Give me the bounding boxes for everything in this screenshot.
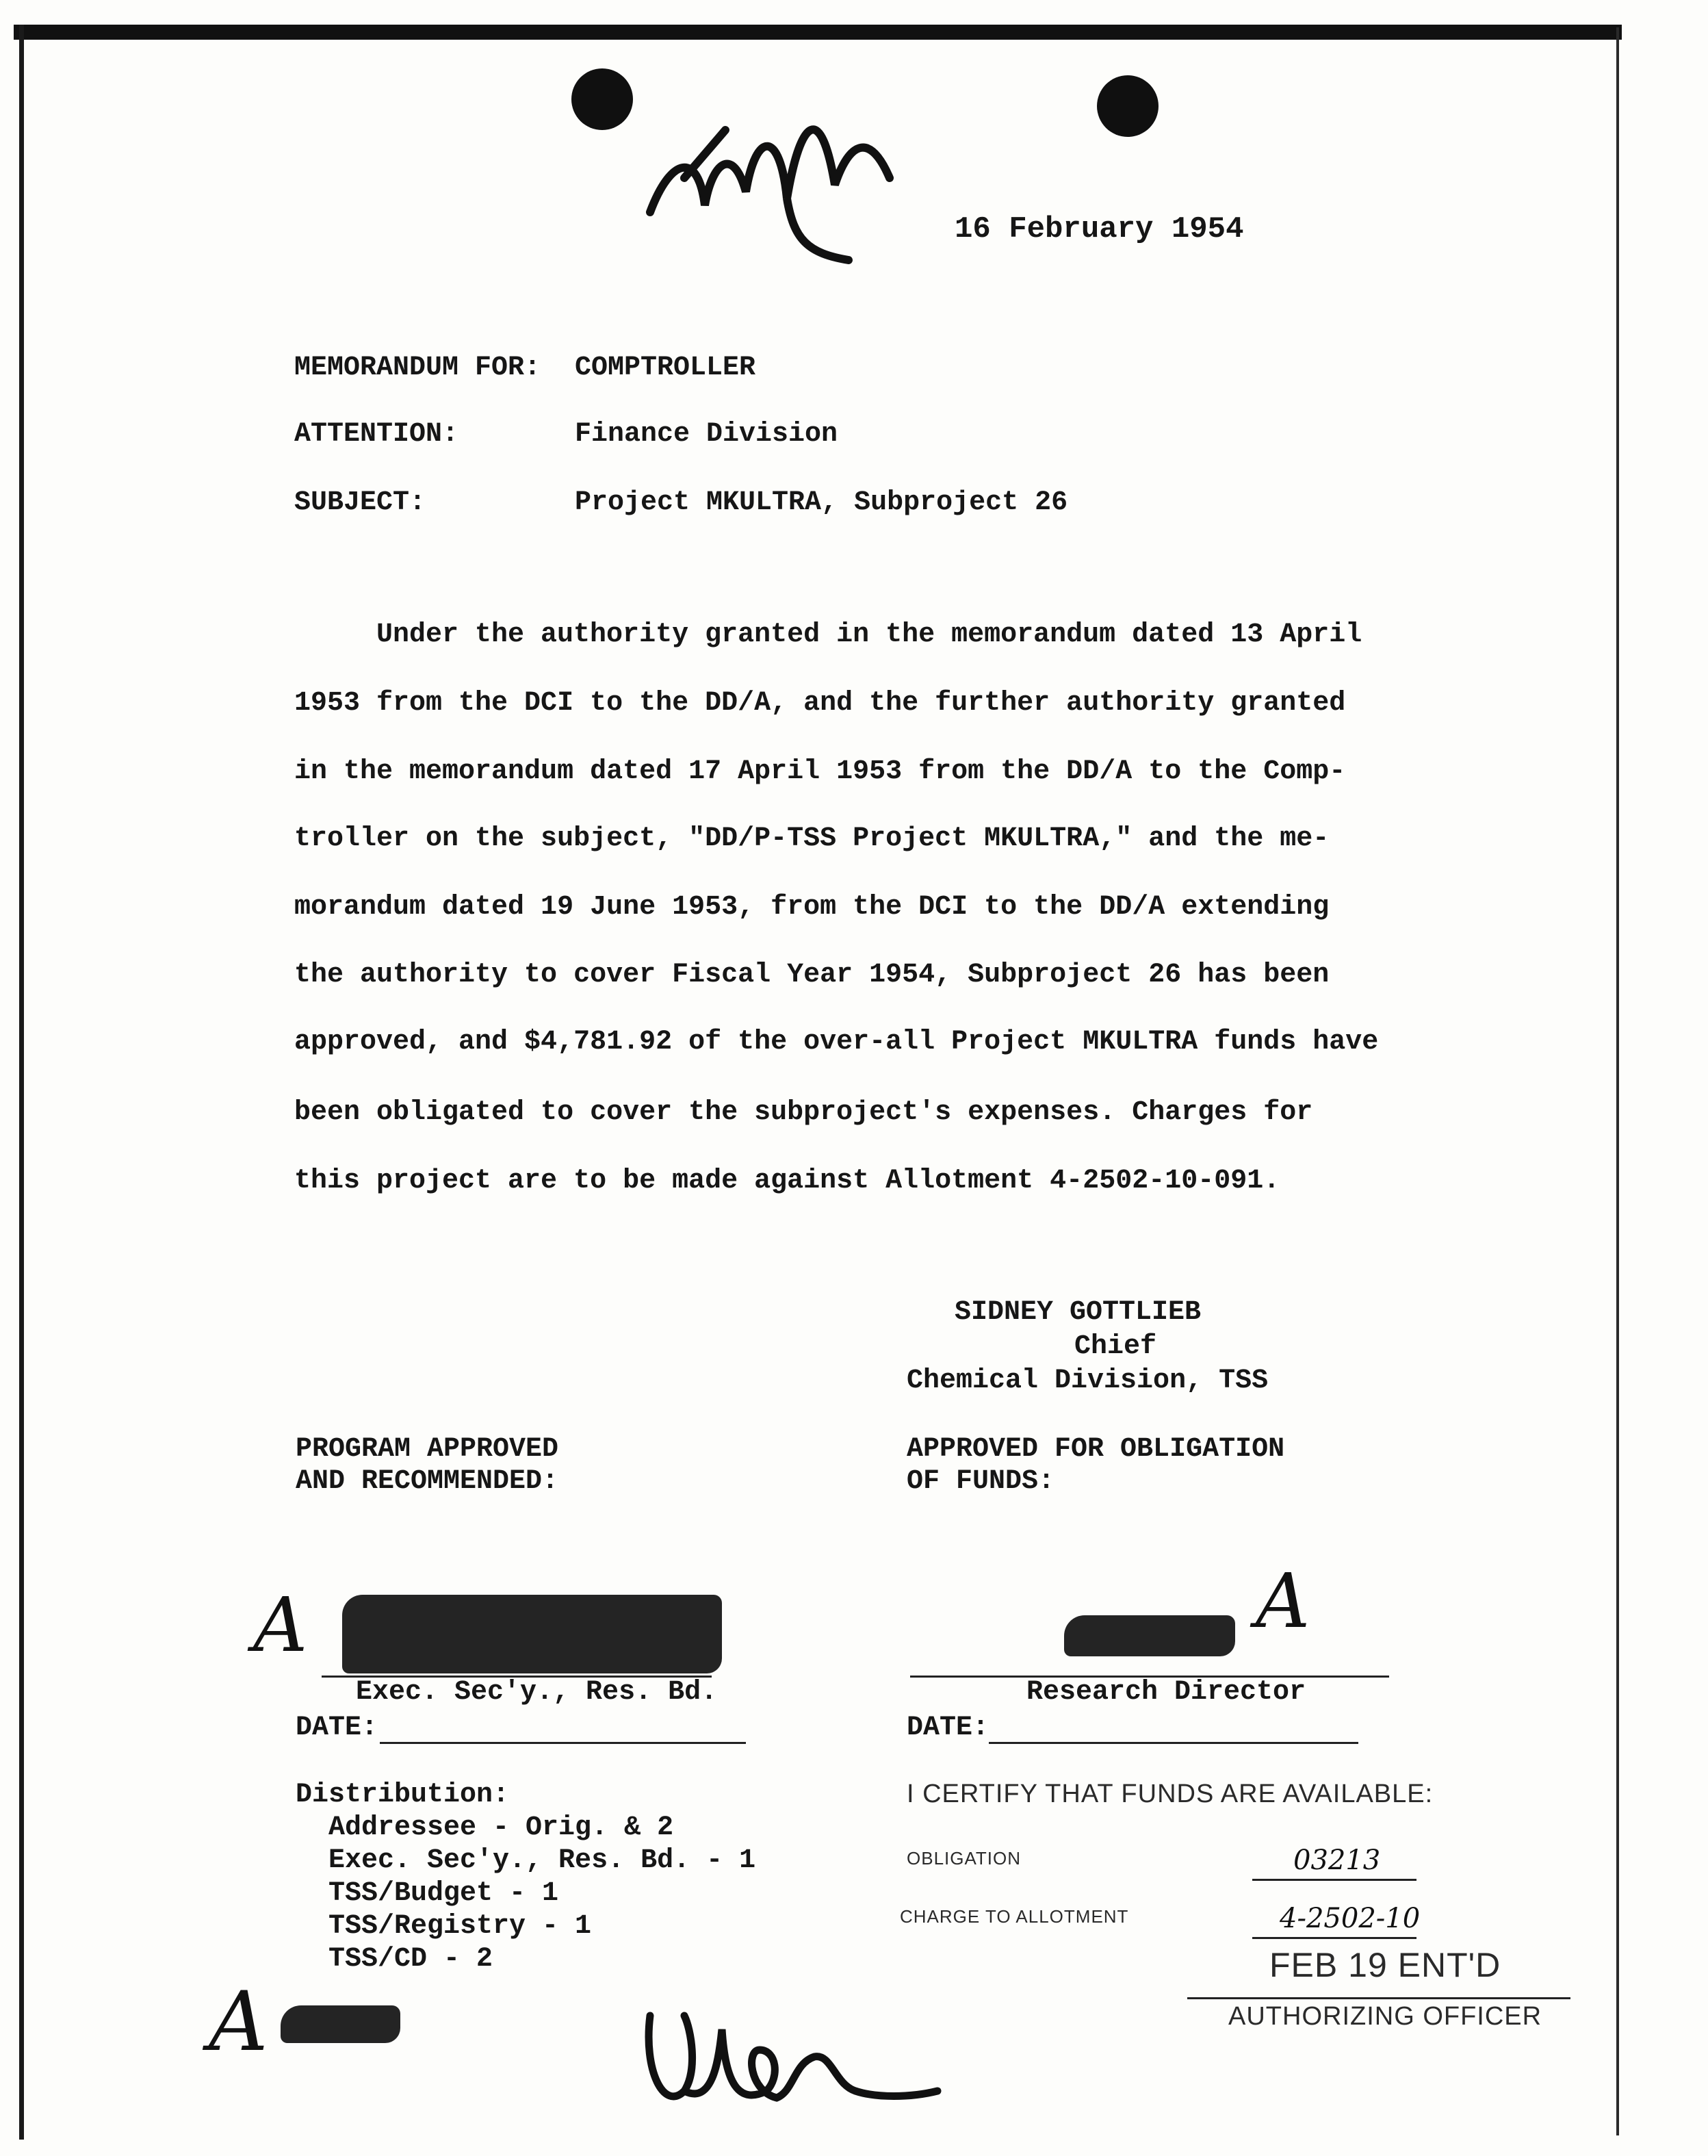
body-line: the authority to cover Fiscal Year 1954, Subproject 26 has been xyxy=(294,960,1330,990)
charge-line xyxy=(1252,1937,1416,1939)
punch-hole-left-icon xyxy=(571,68,633,130)
handwritten-top-mark xyxy=(643,103,917,281)
date-line-left xyxy=(380,1742,746,1744)
handwritten-initial-right: A xyxy=(1256,1557,1310,1645)
distribution-heading: Distribution: xyxy=(296,1780,510,1810)
distribution-item: TSS/Budget - 1 xyxy=(328,1878,559,1909)
body-line: 1953 from the DCI to the DD/A, and the further authority granted xyxy=(294,688,1346,719)
subject-value: Project MKULTRA, Subproject 26 xyxy=(575,487,1068,518)
punch-hole-right-icon xyxy=(1097,75,1159,137)
approved-obligation-label: APPROVED FOR OBLIGATION xyxy=(907,1434,1285,1465)
authorizing-officer-label: AUTHORIZING OFFICER xyxy=(1228,2002,1542,2031)
date-label-right: DATE: xyxy=(907,1712,989,1743)
recommended-label: AND RECOMMENDED: xyxy=(296,1466,559,1497)
memo-date: 16 February 1954 xyxy=(955,212,1244,246)
attention-label: ATTENTION: xyxy=(294,419,459,450)
authorizing-officer-line xyxy=(1187,1997,1570,1999)
charge-label: CHARGE TO ALLOTMENT xyxy=(900,1906,1129,1927)
memo-for-label: MEMORANDUM FOR: xyxy=(294,352,541,383)
body-line: Under the authority granted in the memorandum dated 13 April xyxy=(376,619,1362,650)
top-edge-rule xyxy=(14,25,1622,40)
obligation-line xyxy=(1252,1879,1416,1881)
obligation-value: 03213 xyxy=(1293,1845,1381,1876)
body-line: this project are to be made against Allotment 4-2502-10-091. xyxy=(294,1166,1280,1196)
attention-value: Finance Division xyxy=(575,419,838,450)
memo-for-value: COMPTROLLER xyxy=(575,352,756,383)
body-line: been obligated to cover the subproject's expenses. Charges for xyxy=(294,1097,1313,1128)
signer-title: Chief xyxy=(1074,1331,1157,1362)
distribution-item: Addressee - Orig. & 2 xyxy=(328,1812,674,1843)
signer-division: Chemical Division, TSS xyxy=(907,1365,1269,1396)
handwritten-bottom-signature xyxy=(636,1988,951,2125)
date-line-right xyxy=(989,1742,1358,1744)
handwritten-initial-bottom: A xyxy=(209,1975,268,2070)
distribution-item: TSS/CD - 2 xyxy=(328,1944,493,1975)
redacted-signature-left xyxy=(342,1595,722,1673)
body-line: morandum dated 19 June 1953, from the DCI to the DD/A extending xyxy=(294,892,1330,923)
funds-label: OF FUNDS: xyxy=(907,1466,1055,1497)
obligation-label: OBLIGATION xyxy=(907,1848,1021,1869)
body-line: in the memorandum dated 17 April 1953 from the DD/A to the Comp- xyxy=(294,756,1346,787)
redacted-initials-bottom xyxy=(281,2005,400,2043)
body-line: troller on the subject, "DD/P-TSS Project MKULTRA," and the me- xyxy=(294,823,1330,854)
body-line: approved, and $4,781.92 of the over-all Project MKULTRA funds have xyxy=(294,1027,1379,1057)
signer-name: SIDNEY GOTTLIEB xyxy=(955,1297,1202,1328)
exec-secy-label: Exec. Sec'y., Res. Bd. xyxy=(356,1677,718,1708)
handwritten-initial-left: A xyxy=(253,1581,308,1669)
date-label-left: DATE: xyxy=(296,1712,378,1743)
distribution-item: Exec. Sec'y., Res. Bd. - 1 xyxy=(328,1845,756,1876)
subject-label: SUBJECT: xyxy=(294,487,426,518)
distribution-item: TSS/Registry - 1 xyxy=(328,1911,592,1942)
research-director-label: Research Director xyxy=(1026,1677,1306,1708)
entered-date-stamp: FEB 19 ENT'D xyxy=(1269,1946,1501,1984)
certify-heading: I CERTIFY THAT FUNDS ARE AVAILABLE: xyxy=(907,1780,1434,1808)
charge-value: 4-2502-10 xyxy=(1280,1903,1421,1934)
program-approved-label: PROGRAM APPROVED xyxy=(296,1434,559,1465)
right-edge-rule xyxy=(1616,27,1619,2135)
redacted-signature-right xyxy=(1064,1615,1235,1656)
left-edge-rule xyxy=(19,25,24,2140)
